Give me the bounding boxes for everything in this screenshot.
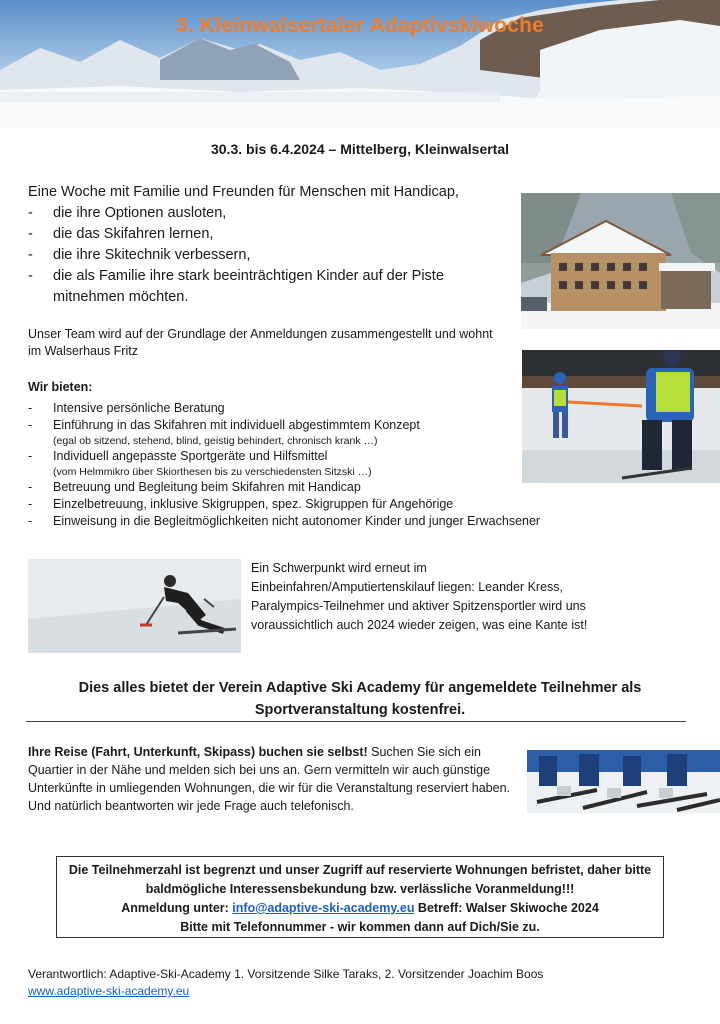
list-item — [28, 479, 608, 496]
list-item: - die das Skifahren lernen, — [28, 224, 508, 245]
offer-item-note: (vom Helmmikro über Skiorthesen bis zu verschiedensten Sitzski …) — [53, 466, 372, 478]
list-item: - die als Familie ihre stark beeinträchtigen Kinder auf der Piste mitnehmen möchten. — [28, 266, 508, 308]
responsible-persons: Verantwortlich: Adaptive-Ski-Academy 1. Vorsitzende Silke Taraks, 2. Vorsitzender Joachim Boos — [28, 967, 544, 981]
travel-info-rest: Suchen Sie sich ein Quartier in der Nähe und melden sich bei uns an. Gern vermitteln wir auch günstige Unterkünfte in umliegenden Wohnungen, die wir für die Veranstaltung reserviert haben. Und natürlich beantworten wir jede Frage auch telefonisch. — [28, 745, 511, 813]
team-info: Unser Team wird auf der Grundlage der Anmeldungen zusammengestellt und wohnt im Walserhaus Fritz — [28, 327, 493, 358]
walserhaus-photo — [521, 193, 720, 329]
list-item: - die ihre Optionen ausloten, — [28, 203, 508, 224]
offer-item-text: Einzelbetreuung, inklusive Skigruppen, spez. Skigruppen für Angehörige — [53, 497, 454, 511]
list-item — [28, 448, 608, 479]
event-title: 3. Kleinwalsertaler Adaptivskiwoche — [175, 14, 545, 37]
list-item — [28, 417, 608, 448]
offer-item-text: Intensive persönliche Beratung — [53, 401, 225, 415]
skis-photo — [527, 750, 720, 813]
website-link[interactable]: www.adaptive-ski-academy.eu — [28, 984, 190, 998]
notice-phone-hint: Bitte mit Telefonnummer - wir kommen dann auf Dich/Sie zu. — [180, 920, 540, 934]
offer-list — [28, 400, 608, 530]
free-event-statement: Dies alles bietet der Verein Adaptive Ski Academy für angemeldete Teilnehmer als Sportveranstaltung kostenfrei. — [78, 680, 642, 718]
notice-limited-places: Die Teilnehmerzahl ist begrenzt und unser Zugriff auf reservierte Wohnungen befristet, daher bitte baldmögliche Interessensbekundung bzw. verlässliche Voranmeldung!!! — [68, 863, 652, 896]
offer-item-note: (egal ob sitzend, stehend, blind, geistig behindert, chronisch krank …) — [53, 435, 378, 447]
offer-item-text: Individuell angepasste Sportgeräte und Hilfsmittel — [53, 449, 328, 463]
one-leg-skier-photo — [28, 559, 241, 653]
intro-list — [28, 203, 508, 308]
offer-item-text: Betreuung und Begleitung beim Skifahren mit Handicap — [53, 480, 361, 494]
offer-item-text: Einführung in das Skifahren mit individuell abgestimmtem Konzept — [53, 418, 420, 432]
leander-text: Ein Schwerpunkt wird erneut im Einbeinfahren/Amputiertenskilauf liegen: Leander Kress, Paralympics-Teilnehmer und aktiver Spitzensportler wird uns voraussichtlich auch 2024 wieder zeigen, was eine Kante ist! — [251, 561, 588, 632]
offer-item-text: Einweisung in die Begleitmöglichkeiten nicht autonomer Kinder und junger Erwachsener — [53, 514, 541, 528]
travel-info-bold: Ihre Reise (Fahrt, Unterkunft, Skipass) buchen sie selbst! — [28, 745, 368, 759]
divider — [26, 721, 686, 722]
list-item: - die ihre Skitechnik verbessern, — [28, 245, 508, 266]
offer-section — [28, 379, 608, 530]
event-date-location: 30.3. bis 6.4.2024 – Mittelberg, Kleinwalsertal — [210, 141, 510, 157]
notice-registration-line — [57, 899, 663, 918]
intro-section — [28, 182, 508, 308]
travel-info — [28, 743, 518, 815]
offer-heading: Wir bieten: — [28, 380, 93, 394]
intro-lead: Eine Woche mit Familie und Freunden für Menschen mit Handicap, — [28, 184, 459, 200]
list-item — [28, 400, 608, 417]
footer — [28, 966, 688, 1000]
list-item — [28, 513, 608, 530]
list-item — [28, 496, 608, 513]
registration-subject: Betreff: Walser Skiwoche 2024 — [414, 901, 599, 915]
email-link[interactable]: info@adaptive-ski-academy.eu — [232, 901, 415, 915]
registration-label: Anmeldung unter: — [121, 901, 233, 915]
registration-notice — [56, 856, 664, 938]
